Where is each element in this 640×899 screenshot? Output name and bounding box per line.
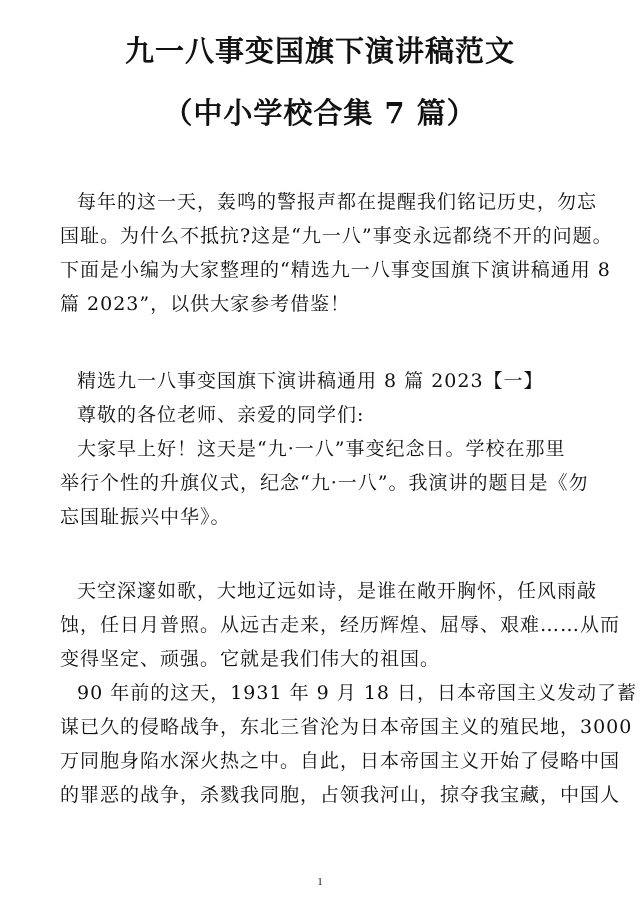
text-line: 天空深邃如歌，大地辽远如诗，是谁在敞开胸怀，任风雨敲 [77,580,598,602]
section-heading: 精选九一八事变国旗下演讲稿通用 8 篇 2023【一】 [77,370,544,392]
document-subtitle: （中小学校合集 7 篇） [163,96,477,130]
page-number: 1 [317,876,323,888]
text-line: 下面是小编为大家整理的“精选九一八事变国旗下演讲稿通用 8 [60,259,611,281]
text-line: 举行个性的升旗仪式，纪念“九·一八”。我演讲的题目是《勿 [60,472,589,494]
speech-section [60,364,592,534]
text-line: 大家早上好！这天是“九·一八”事变纪念日。学校在那里 [77,438,566,460]
text-line: 国耻。为什么不抵抗?这是“九一八”事变永远都绕不开的问题。 [60,225,613,247]
text-line: 篇 2023”，以供大家参考借鉴！ [60,293,351,315]
text-line: 万同胞身陷水深火热之中。自此，日本帝国主义开始了侵略中国 [60,750,621,772]
text-line: 90 年前的这天，1931 年 9 月 18 日，日本帝国主义发动了蓄 [77,682,638,704]
text-line: 忘国耻振兴中华》。 [60,506,231,528]
greeting: 尊敬的各位老师、亲爱的同学们: [77,404,365,426]
intro-paragraph [60,185,613,321]
text-line: 每年的这一天，轰鸣的警报声都在提醒我们铭记历史，勿忘 [77,191,598,213]
speech-body [60,574,638,812]
document-title: 九一八事变国旗下演讲稿范文 [124,34,515,68]
text-line: 蚀，任日月普照。从远古走来，经历辉煌、屈辱、艰难……从而 [60,614,621,636]
text-line: 变得坚定、顽强。它就是我们伟大的祖国。 [60,648,441,670]
text-line: 谋已久的侵略战争，东北三省沦为日本帝国主义的殖民地，3000 [60,716,633,738]
text-line: 的罪恶的战争，杀戮我同胞，占领我河山，掠夺我宝藏，中国人 [60,784,621,806]
